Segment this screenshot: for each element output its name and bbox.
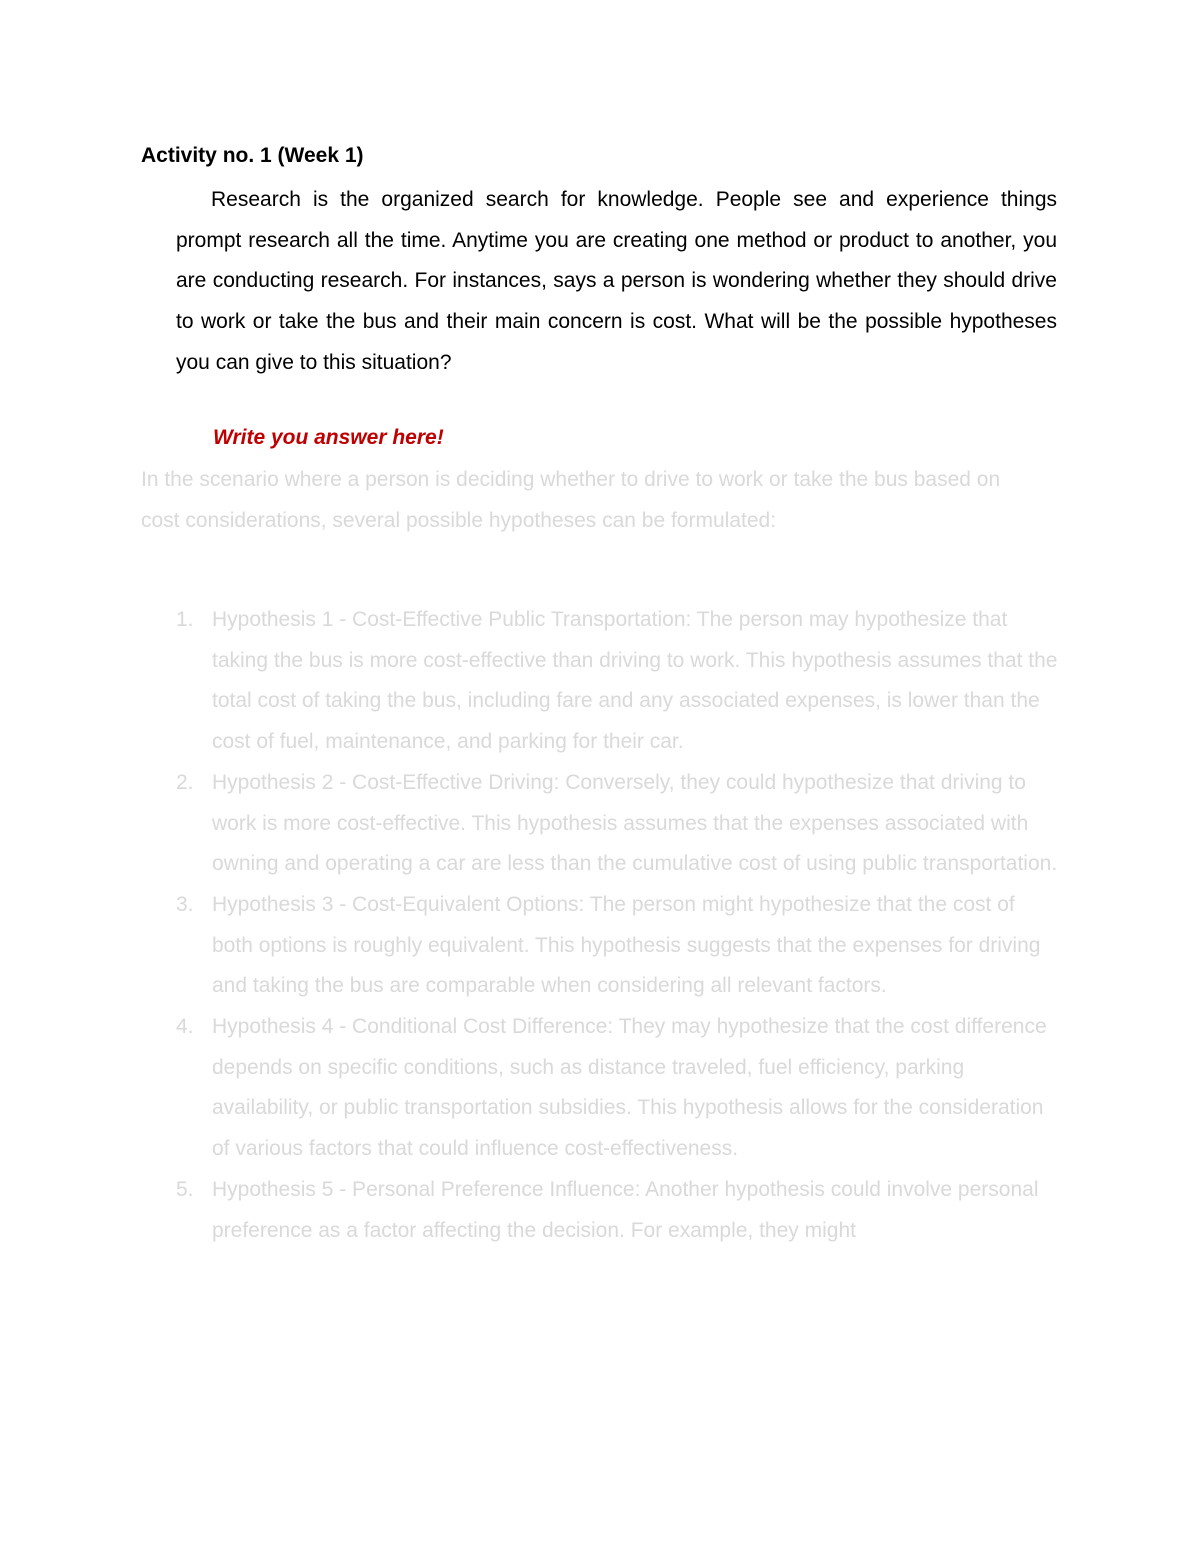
hypothesis-item bbox=[141, 600, 1061, 763]
answer-intro: In the scenario where a person is deciding whether to drive to work or take the bus based on cost considerations, several possible hypotheses can be formulated: bbox=[141, 468, 1001, 532]
hypothesis-item bbox=[141, 885, 1061, 1007]
hypothesis-list bbox=[141, 600, 1061, 1251]
hypothesis-text: Hypothesis 3 - Cost-Equivalent Options: The person might hypothesize that the cost of both options is roughly equivalent. This hypothesis suggests that the expenses for driving and taking the bus are comparable when considering all relevant factors. bbox=[212, 892, 1041, 998]
hypothesis-item bbox=[141, 763, 1061, 885]
activity-heading: Activity no. 1 (Week 1) bbox=[141, 144, 364, 167]
hypothesis-number: 1. bbox=[176, 608, 194, 631]
hypothesis-item bbox=[141, 1007, 1061, 1170]
answer-label: Write you answer here! bbox=[213, 426, 444, 449]
hypothesis-text: Hypothesis 5 - Personal Preference Influence: Another hypothesis could involve personal preference as a factor affecting the decision. For example, they might bbox=[212, 1177, 1039, 1242]
hypothesis-item bbox=[141, 1170, 1061, 1251]
hypothesis-number: 2. bbox=[176, 770, 194, 794]
hypothesis-number: 4. bbox=[176, 1015, 194, 1039]
hypothesis-text: Hypothesis 1 - Cost-Effective Public Transportation: The person may hypothesize that taking the bus is more cost-effective than driving to work. This hypothesis assumes that the total cost of taking the bus, including fare and any associated expenses, is lower than the cost of fuel, maintenance, and parking for their car. bbox=[212, 608, 1058, 754]
hypothesis-text: Hypothesis 4 - Conditional Cost Difference: They may hypothesize that the cost difference depends on specific conditions, such as distance traveled, fuel efficiency, parking availability, or public transportation subsidies. This hypothesis allows for the consideration of various factors that could influence cost-effectiveness. bbox=[212, 1015, 1047, 1161]
activity-prompt: Research is the organized search for knowledge. People see and experience things prompt research all the time. Anytime you are creating one method or product to another, you are conducting research. For instances, says a person is wondering whether they should drive to work or take the bus and their main concern is cost. What will be the possible hypotheses you can give to this situation? bbox=[176, 188, 1057, 374]
hypothesis-number: 5. bbox=[176, 1177, 194, 1201]
hypothesis-text: Hypothesis 2 - Cost-Effective Driving: Conversely, they could hypothesize that driving to work is more cost-effective. This hypothesis assumes that the expenses associated with owning and operating a car are less than the cumulative cost of using public transportation. bbox=[212, 770, 1058, 876]
hypothesis-number: 3. bbox=[176, 892, 194, 916]
